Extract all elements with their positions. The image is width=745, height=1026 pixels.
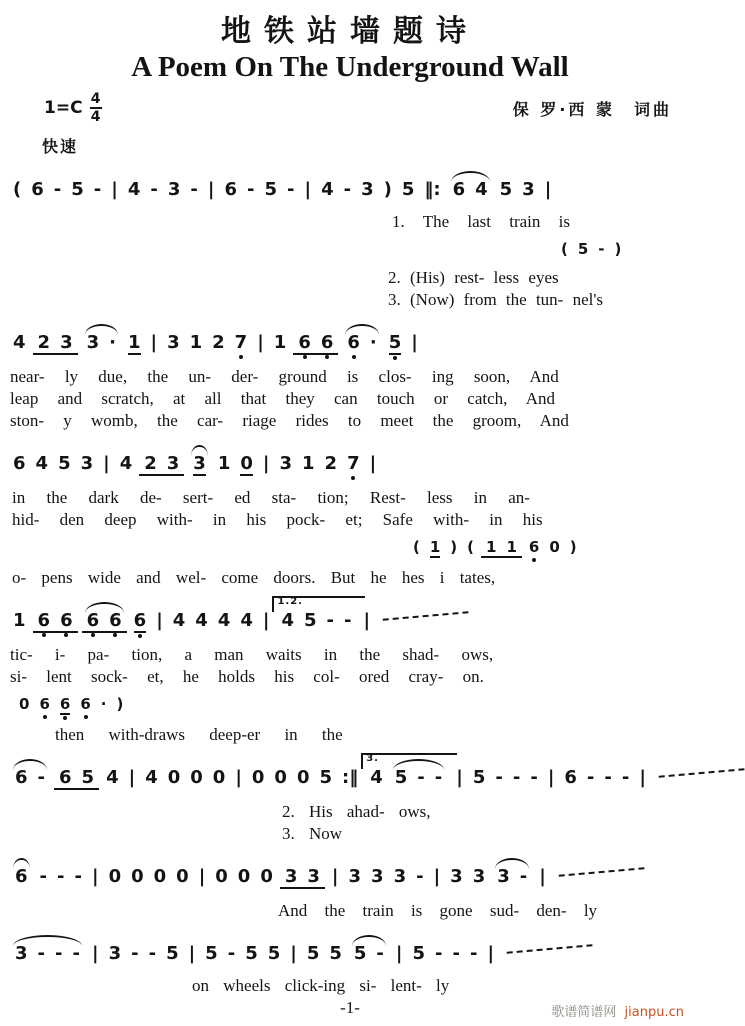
note: 5 <box>267 943 281 964</box>
note: 2 <box>37 332 51 353</box>
note: 0 <box>212 767 226 788</box>
note: 3 <box>307 866 320 887</box>
note: 3 <box>284 866 298 887</box>
slur-group <box>10 769 50 787</box>
notation-systems <box>0 162 700 996</box>
barline: | <box>544 179 552 200</box>
lyric-row: 2. (His) rest- less eyes <box>388 268 559 287</box>
dash-note: - <box>435 943 443 964</box>
note: 5 <box>58 453 71 474</box>
note: 5 <box>388 332 402 353</box>
note: 0 <box>237 866 251 887</box>
note: 3 <box>348 866 362 887</box>
note: 4 <box>281 610 294 631</box>
parenthesis: ) <box>569 538 577 556</box>
dash-note: - <box>512 767 521 788</box>
note: 6 <box>15 866 28 887</box>
note: 1 <box>13 610 26 631</box>
dash-note: - <box>416 866 424 887</box>
barline: | <box>369 453 377 474</box>
dash-note: - <box>55 943 63 964</box>
dash-note: - <box>604 767 612 788</box>
note: 0 <box>260 866 273 887</box>
repeat-start-sign: ‖: <box>424 179 441 200</box>
time-denominator: 4 <box>90 109 101 125</box>
slur-group <box>492 868 532 886</box>
dash-note: - <box>74 866 82 887</box>
barline: | <box>411 332 418 353</box>
note: 1 <box>273 332 287 353</box>
barline: | <box>188 943 196 964</box>
volta-label: 1.2. <box>277 596 303 607</box>
lyric-row: si- lent sock- et, he holds his col- ored cray- on. <box>10 667 484 686</box>
title-english: A Poem On The Underground Wall <box>131 51 569 83</box>
lyric-row: 3. Now <box>282 824 343 843</box>
dash-note: - <box>621 767 630 788</box>
slur-group <box>82 612 127 633</box>
note: 3 <box>193 453 206 474</box>
note: 6 <box>224 179 237 200</box>
barline: | <box>91 943 99 964</box>
meta-row <box>0 84 700 124</box>
dash-note: - <box>586 767 595 788</box>
note: 7 <box>347 453 360 474</box>
lyric-row: hid- den deep with- in his pock- et; Safe with- in his <box>12 510 543 529</box>
barline: | <box>395 943 403 964</box>
note: 6 <box>59 767 72 788</box>
augmentation-dot: · <box>100 695 107 713</box>
dash-note: - <box>190 179 198 200</box>
watermark <box>547 1001 684 1020</box>
note: 1 <box>486 538 497 556</box>
lyric-row: 3. (Now) from the tun- nel's <box>388 290 604 309</box>
note: 4 <box>475 179 488 200</box>
note: 5 <box>329 943 342 964</box>
dash-note: - <box>150 179 158 200</box>
dash-note: - <box>530 767 538 788</box>
note: 6 <box>320 332 334 353</box>
beam-group <box>293 334 338 355</box>
dash-note: - <box>452 943 460 964</box>
note: 0 <box>251 767 265 788</box>
system <box>0 926 700 996</box>
slur-group <box>10 868 33 886</box>
dash-note: - <box>417 767 425 788</box>
notation-row <box>0 436 700 486</box>
note: 4 <box>35 453 49 474</box>
note: 6 <box>31 179 44 200</box>
note: 4 <box>119 453 133 474</box>
barline: | <box>235 767 242 788</box>
dash-note: - <box>495 767 503 788</box>
system <box>0 315 700 431</box>
note: 3 <box>86 332 100 353</box>
note: 1 <box>127 332 141 353</box>
watermark-domain: jianpu.cn <box>624 1005 684 1020</box>
note: 6 <box>452 179 466 200</box>
barline: | <box>456 767 463 788</box>
system <box>0 593 700 745</box>
note: 5 <box>166 943 179 964</box>
note: 6 <box>86 610 100 631</box>
repeat-end-sign: :‖ <box>342 767 359 788</box>
note: 5 <box>499 179 513 200</box>
dash-note: - <box>57 866 65 887</box>
barline: | <box>433 866 441 887</box>
dash-note: - <box>376 943 384 964</box>
note: 3 <box>450 866 463 887</box>
system <box>0 849 700 921</box>
note: 0 <box>153 866 167 887</box>
note: 6 <box>80 695 91 713</box>
note: 0 <box>131 866 144 887</box>
barline: | <box>331 866 339 887</box>
note: 0 <box>274 767 287 788</box>
barline: | <box>257 332 264 353</box>
dash-note: - <box>344 610 352 631</box>
note: 3 <box>371 866 384 887</box>
dash-note: - <box>227 943 236 964</box>
dash-note: - <box>469 943 478 964</box>
note: 1 <box>429 538 441 556</box>
note: 4 <box>195 610 208 631</box>
barline: | <box>128 767 136 788</box>
watermark-site-name: 歌谱简谱网 <box>551 1005 617 1020</box>
note: 5 <box>245 943 258 964</box>
note: 0 <box>19 695 30 713</box>
system <box>0 162 700 310</box>
parenthesis: ( <box>561 240 568 258</box>
note: 4 <box>13 332 26 353</box>
note: 4 <box>370 767 383 788</box>
note: 6 <box>564 767 577 788</box>
note: 3 <box>167 179 181 200</box>
dash-note: - <box>434 767 443 788</box>
note: 5 <box>264 179 277 200</box>
barline: | <box>262 453 270 474</box>
title-chinese: 地铁站墙题诗 <box>221 14 479 49</box>
note: 3 <box>60 332 73 353</box>
notation-row <box>0 849 700 899</box>
note: 5 <box>353 943 367 964</box>
note: 6 <box>347 332 360 353</box>
dash-note: - <box>93 179 102 200</box>
slur-group <box>188 455 211 476</box>
beam-group <box>54 769 99 790</box>
notation-row <box>0 926 700 974</box>
time-signature <box>90 92 102 124</box>
slur-group <box>10 945 85 963</box>
note: 5 <box>412 943 426 964</box>
beam-group <box>280 868 325 889</box>
parenthesis: ( <box>413 538 420 556</box>
notation-row <box>0 315 700 365</box>
dash-note: - <box>326 610 335 631</box>
note: 3 <box>497 866 510 887</box>
note: 4 <box>127 179 141 200</box>
note: 3 <box>393 866 407 887</box>
notation-row <box>0 593 700 643</box>
note: 1 <box>217 453 231 474</box>
note: 0 <box>167 767 181 788</box>
barline: | <box>156 610 163 631</box>
note: 0 <box>190 767 203 788</box>
note: 6 <box>528 538 540 556</box>
note: 4 <box>217 610 231 631</box>
note: 5 <box>306 943 320 964</box>
note: 5 <box>394 767 408 788</box>
note: 5 <box>577 240 589 258</box>
parenthesis: ) <box>614 240 622 258</box>
page-number: -1- <box>340 998 360 1017</box>
note: 6 <box>13 453 26 474</box>
note: 3 <box>80 453 94 474</box>
note: 2 <box>144 453 157 474</box>
note: 3 <box>472 866 486 887</box>
slur-group <box>349 945 389 963</box>
tempo-marking: 快速 <box>42 137 79 156</box>
barline: | <box>304 179 312 200</box>
note: 7 <box>234 332 248 353</box>
note: 0 <box>296 767 310 788</box>
barline: | <box>539 866 546 887</box>
barline: | <box>639 767 646 788</box>
lyric-row: in the dark de- sert- ed sta- tion; Rest- less in an- <box>12 488 530 507</box>
note: 2 <box>324 453 338 474</box>
line-end-tie <box>383 611 470 630</box>
note: 6 <box>15 767 28 788</box>
notation-row <box>0 689 700 723</box>
notation-row <box>0 162 700 210</box>
lyric-row: tic- i- pa- tion, a man waits in the shad- ows, <box>10 645 494 664</box>
note: 4 <box>321 179 334 200</box>
augmentation-dot: · <box>369 332 377 353</box>
notation-row <box>0 750 700 800</box>
volta-bracket <box>276 596 356 631</box>
barline: | <box>207 179 215 200</box>
page-footer <box>0 998 700 1026</box>
note: 4 <box>106 767 119 788</box>
note: 6 <box>39 695 50 713</box>
note: 3 <box>522 179 535 200</box>
dash-note: - <box>246 179 255 200</box>
note: 6 <box>133 610 147 631</box>
note: 0 <box>108 866 122 887</box>
note: 5 <box>81 767 95 788</box>
note: 0 <box>549 538 560 556</box>
note: 5 <box>71 179 84 200</box>
slur-group <box>342 334 381 352</box>
system <box>0 750 700 844</box>
line-end-tie <box>558 867 645 886</box>
note: 5 <box>401 179 415 200</box>
note: 6 <box>298 332 311 353</box>
dash-note: - <box>37 767 46 788</box>
barline: | <box>363 610 371 631</box>
dash-note: - <box>131 943 139 964</box>
dash-note: - <box>287 179 295 200</box>
note: 5 <box>205 943 218 964</box>
note: 5 <box>472 767 486 788</box>
slur-group <box>448 181 493 199</box>
barline: | <box>111 179 118 200</box>
lyric-row: And the train is gone sud- den- ly <box>278 901 598 920</box>
barline: | <box>262 610 270 631</box>
parenthesis: ) <box>450 538 458 556</box>
note: 6 <box>60 610 73 631</box>
parenthesis: ( <box>467 538 475 556</box>
note: 4 <box>240 610 253 631</box>
note: 4 <box>172 610 186 631</box>
volta-label: 3. <box>366 753 379 764</box>
note: 3 <box>166 453 180 474</box>
dash-note: - <box>53 179 62 200</box>
volta-bracket <box>365 753 449 788</box>
barline: | <box>487 943 495 964</box>
note: 3 <box>279 453 292 474</box>
lyric-row: 1. The last train is <box>392 212 570 231</box>
lyric-row: ston- y womb, the car- riage rides to meet the groom, And <box>10 411 569 430</box>
lyric-row: 2. His ahad- ows, <box>282 802 431 821</box>
note: 0 <box>176 866 189 887</box>
note: 0 <box>240 453 253 474</box>
composer-credit: 保 罗·西 蒙 词曲 <box>512 99 672 119</box>
slur-group <box>390 769 448 787</box>
note: 1 <box>189 332 203 353</box>
note: 6 <box>59 695 71 713</box>
time-numerator: 4 <box>90 91 101 107</box>
parenthesis: ) <box>383 179 392 200</box>
lyric-row: near- ly due, the un- der- ground is clos- ing soon, And <box>10 367 559 386</box>
barline: | <box>150 332 158 353</box>
system <box>0 436 700 588</box>
barline: | <box>547 767 555 788</box>
note: 1 <box>302 453 315 474</box>
note: 3 <box>361 179 374 200</box>
notation-row <box>0 234 700 266</box>
dash-note: - <box>148 943 157 964</box>
note: 0 <box>215 866 228 887</box>
barline: | <box>198 866 206 887</box>
barline: | <box>91 866 99 887</box>
note: 6 <box>109 610 122 631</box>
note: 5 <box>304 610 317 631</box>
key-label: 1=C <box>44 98 83 118</box>
note: 2 <box>212 332 225 353</box>
barline: | <box>290 943 297 964</box>
beam-group <box>481 540 522 558</box>
lyric-row: leap and scratch, at all that they can touch or catch, And <box>10 389 555 408</box>
beam-group <box>33 612 78 633</box>
parenthesis: ) <box>116 695 124 713</box>
line-end-tie <box>507 944 594 963</box>
note: 3 <box>15 943 28 964</box>
dash-note: - <box>39 866 48 887</box>
dash-note: - <box>72 943 80 964</box>
dash-note: - <box>37 943 46 964</box>
parenthesis: ( <box>13 179 22 200</box>
note: 5 <box>319 767 333 788</box>
note: 3 <box>108 943 122 964</box>
note: 3 <box>167 332 180 353</box>
beam-group <box>33 334 78 355</box>
lyric-row: then with-draws deep-er in the <box>55 725 343 744</box>
key-signature <box>44 92 102 124</box>
dash-note: - <box>519 866 528 887</box>
dash-note: - <box>598 240 605 258</box>
slur-group <box>82 334 121 352</box>
line-end-tie <box>659 768 745 787</box>
notation-row <box>0 532 700 566</box>
augmentation-dot: · <box>109 332 116 353</box>
note: 4 <box>145 767 158 788</box>
barline: | <box>103 453 110 474</box>
note: 6 <box>37 610 51 631</box>
beam-group <box>139 455 184 476</box>
note: 1 <box>506 538 517 556</box>
lyric-row: o- pens wide and wel- come doors. But he hes i tates, <box>12 568 496 587</box>
lyric-row: on wheels click-ing si- lent- ly <box>192 976 450 995</box>
dash-note: - <box>343 179 352 200</box>
